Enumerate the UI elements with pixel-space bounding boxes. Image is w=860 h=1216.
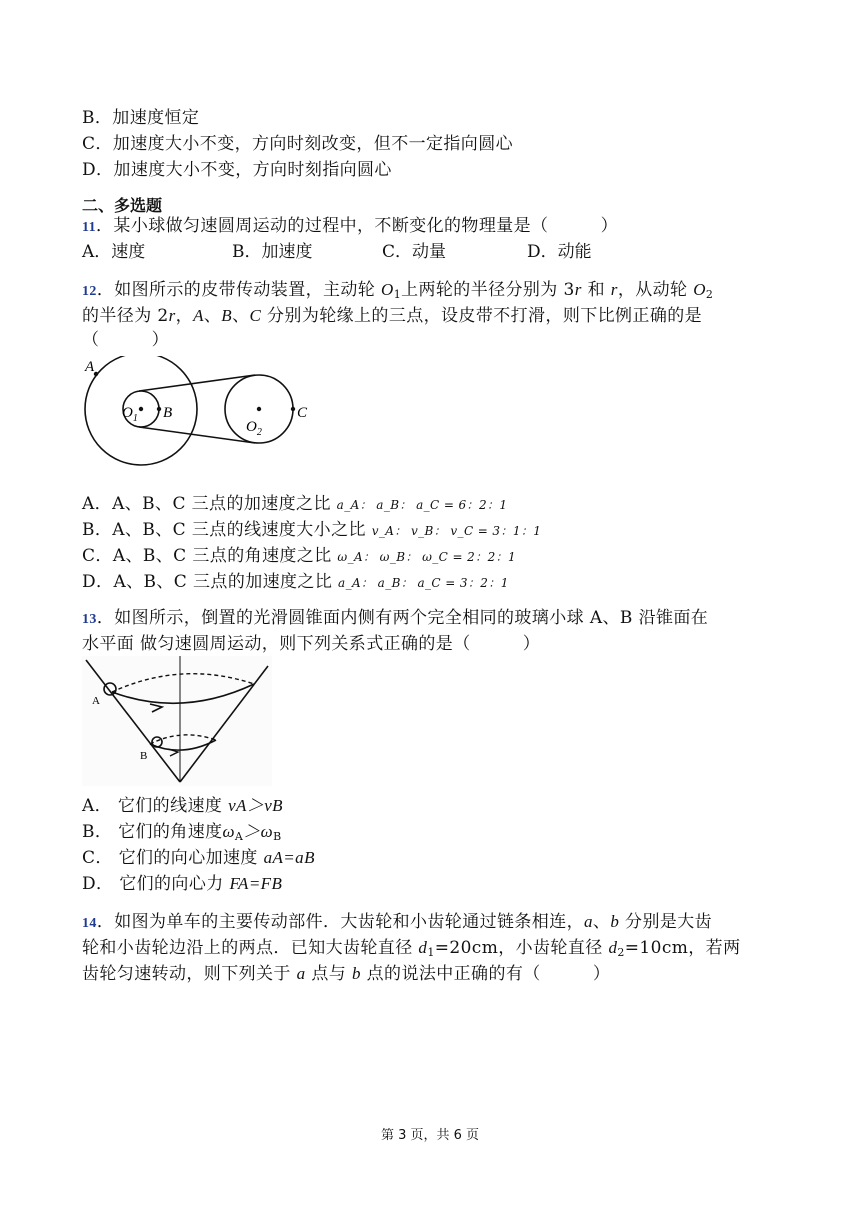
- label-o1: $O_1$: [122, 405, 138, 424]
- o1-center: [139, 407, 143, 411]
- q10-option-c: C．加速度大小不变，方向时刻改变，但不一定指向圆心: [82, 134, 514, 154]
- q13-option-c: C． 它们的向心加速度 aA=aB: [82, 848, 315, 868]
- q14-stem-line1: 14．如图为单车的主要传动部件．大齿轮和小齿轮通过链条相连，a、b 分别是大齿: [82, 912, 713, 932]
- q11-option-c: C．动量: [382, 242, 447, 262]
- q11-option-b: B．加速度: [232, 242, 313, 262]
- point-a: [94, 372, 98, 376]
- q12-option-c: C．A、B、C 三点的角速度之比 ω_A： ω_B： ω_C = 2：2：1: [82, 546, 517, 566]
- q11-option-a: A．速度: [82, 242, 146, 262]
- label-a: A: [85, 359, 95, 375]
- q11-number: 11: [82, 220, 97, 235]
- point-b: [157, 407, 161, 411]
- q12-stem-line1: 12．如图所示的皮带传动装置，主动轮 $O_1$上两轮的半径分别为 3r 和 r，从动轮 $O_2$: [82, 280, 714, 301]
- q13-option-d: D． 它们的向心力 FA=FB: [82, 874, 283, 894]
- q13-option-b: B． 它们的角速度$\omega_A>\omega_B$: [82, 822, 282, 843]
- q12-stem-line2: 的半径为 2r，A、B、C 分别为轮缘上的三点，设皮带不打滑，则下比例正确的是: [82, 306, 703, 326]
- q13-stem-line1: 13．如图所示，倒置的光滑圆锥面内侧有两个完全相同的玻璃小球 A、B 沿锥面在: [82, 608, 709, 628]
- label-ball-b: B: [140, 750, 148, 762]
- q12-answer-paren: （ ）: [82, 330, 169, 350]
- q11-options: [82, 240, 782, 264]
- cone-figure: [82, 656, 272, 786]
- label-c: C: [297, 405, 308, 421]
- q13-number: 13: [82, 612, 97, 627]
- q13-option-a: A． 它们的线速度 vA＞vB: [82, 796, 283, 816]
- q12-option-d: D．A、B、C 三点的加速度之比 a_A： a_B： a_C = 3：2：1: [82, 572, 509, 592]
- label-ball-a: A: [92, 695, 100, 707]
- label-b: B: [163, 405, 173, 421]
- q10-option-b: B．加速度恒定: [82, 108, 200, 128]
- belt-drive-figure: [82, 356, 322, 472]
- q11-option-d: D．动能: [527, 242, 592, 262]
- point-c: [291, 407, 295, 411]
- page-footer: 第 3 页，共 6 页: [380, 1128, 480, 1143]
- q11-stem: [82, 214, 618, 240]
- q11-text: ．某小球做匀速圆周运动的过程中，不断变化的物理量是（ ）: [96, 216, 619, 236]
- o2-center: [257, 407, 261, 411]
- q13-stem-line2: 水平面 做匀速圆周运动，则下列关系式正确的是（ ）: [82, 634, 541, 654]
- q10-option-d: D．加速度大小不变，方向时刻指向圆心: [82, 160, 392, 180]
- q12-option-b: B．A、B、C 三点的线速度大小之比 v_A： v_B： v_C = 3：1：1: [82, 520, 542, 540]
- q12-option-a: A．A、B、C 三点的加速度之比 a_A： a_B： a_C = 6：2：1: [82, 494, 508, 514]
- section-title: 二、多选题: [82, 196, 163, 215]
- q14-number: 14: [82, 916, 97, 931]
- label-o2: $O_2$: [246, 419, 262, 438]
- q14-stem-line3: 齿轮匀速转动，则下列关于 a 点与 b 点的说法中正确的有（ ）: [82, 964, 611, 984]
- q12-number: 12: [82, 284, 97, 299]
- q14-stem-line2: 轮和小齿轮边沿上的两点．已知大齿轮直径 $d_1=20cm$，小齿轮直径 $d_2=10cm$，若两: [82, 938, 741, 959]
